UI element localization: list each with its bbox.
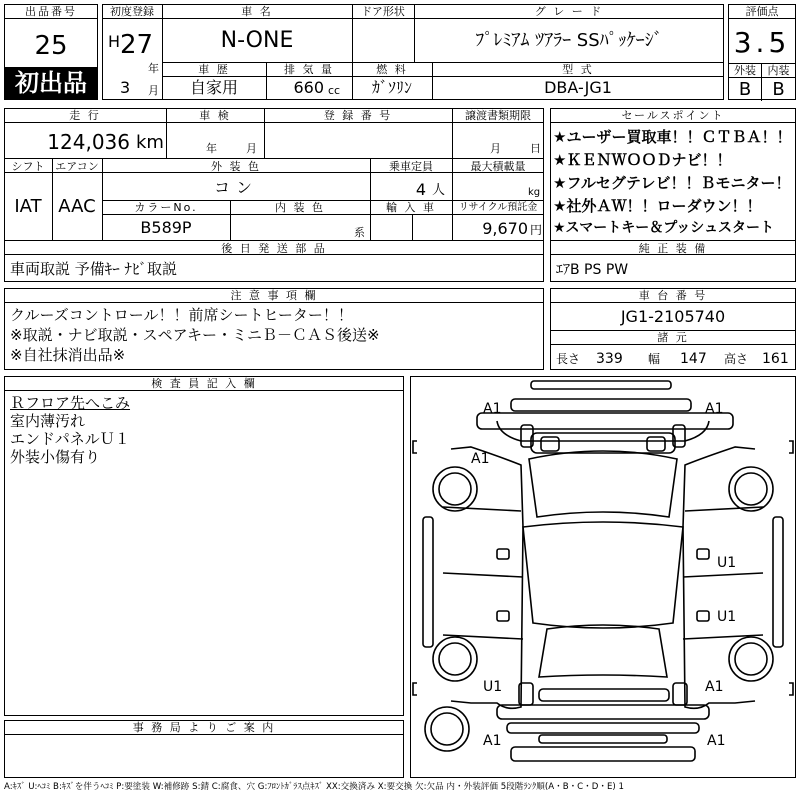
score-box [728,4,796,100]
inspector-line-1: Ｒフロア先へこみ [10,394,131,412]
reg-month-unit: 月 [148,84,159,97]
lot-number: 25 [34,31,68,61]
sales-points-label: セールスポイント [551,109,795,123]
exterior-color-value: コン [213,178,258,197]
reg-month: 3 [120,78,131,97]
note-line-1: クルーズコントロール！！前席シートヒーター！！ [10,306,353,324]
interior-grade: B [772,79,785,100]
damage-mark: A1 [471,451,490,467]
reg-year: 27 [120,30,154,60]
damage-mark: U1 [717,555,737,571]
reg-number-label: 登 録 番 号 [323,109,393,122]
standard-equipment-value: ｴｱB PS PW [556,262,629,278]
car-name-label: 車 名 [241,5,273,18]
damage-mark: A1 [483,401,502,417]
sales-point-4: ★社外ＡＷ！！ローダウン！！ [553,197,762,215]
dimensions-label: 諸 元 [657,331,689,344]
standard-equipment-label: 純 正 装 備 [638,242,708,255]
fuel-value: ｶﾞｿﾘﾝ [371,78,412,97]
ac-value: AAC [58,196,96,217]
history-label: 車 歴 [198,63,230,76]
transfer-deadline-label: 譲渡書類期限 [465,109,531,122]
exterior-grade: B [738,79,752,100]
car-diagram [411,377,795,777]
car-name: N-ONE [220,28,294,53]
color-number-value: B589P [140,218,192,237]
length-label: 長さ [556,352,581,366]
import-label: 輸 入 車 [386,201,436,214]
model-value: DBA-JG1 [544,78,612,97]
inspector-line-2: 室内薄汚れ [10,412,86,430]
mileage-value: 124,036 [47,130,130,154]
fuel-label: 燃 料 [376,63,408,76]
mileage-unit: km [136,132,164,153]
reg-label: 初度登録 [110,5,154,18]
damage-mark: A1 [483,733,502,749]
door-label: ドア形状 [361,5,405,18]
office-label: 事 務 局 よ り ご 案 内 [5,721,403,735]
width-label: 幅 [648,352,661,366]
color-number-label: カラーNo. [134,201,198,214]
exterior-color-label: 外 装 色 [211,160,261,173]
damage-mark: A1 [707,733,726,749]
displacement-unit: cc [328,84,341,97]
interior-color-label: 内 装 色 [275,201,325,214]
chassis-number: JG1-2105740 [620,307,726,326]
sales-point-5: ★スマートキー＆プッシュスタート [553,220,775,236]
capacity-value: 4 [415,180,426,199]
transfer-month-unit: 月 [490,142,501,155]
shift-label: シフト [11,160,45,173]
chassis-label: 車 台 番 号 [551,289,795,303]
recycle-value: 9,670 [482,219,528,238]
max-load-unit: kg [528,187,541,198]
inspection-label: 車 検 [199,109,231,122]
inspector-line-3: エンドパネルＵ１ [10,430,130,448]
interior-label: 内装 [767,64,790,77]
exterior-label: 外装 [734,64,756,77]
later-parts-label: 後 日 発 送 部 品 [221,242,327,255]
recycle-unit: 円 [530,223,543,237]
score-value: 3.5 [733,26,791,59]
damage-mark: A1 [705,679,724,695]
max-load-label: 最大積載量 [470,160,526,173]
height-label: 高さ [724,352,749,366]
capacity-label: 乗車定員 [389,160,433,173]
damage-mark: U1 [717,609,737,625]
legend-text: A:ｷｽﾞ U:ﾍｺﾐ B:ｷｽﾞを伴うﾍｺﾐ P:要塗装 W:補修跡 S:錆 C:腐食、穴 G:ﾌﾛﾝﾄｶﾞﾗｽ点ｷｽﾞ XX:交換済み X:要交換 欠:欠品 内・外装評価 5段階ﾗﾝｸ順(A・B・C・D・E) 1 [4,782,624,792]
recycle-label: リサイクル預託金 [458,202,538,213]
sales-point-1: ★ユーザー買取車！！ＣＴＢＡ！！ [553,128,792,146]
grade-label: グ レ ー ド [534,5,604,18]
length-value: 339 [596,351,623,367]
notes-label: 注 意 事 項 欄 [5,289,543,303]
displacement-label: 排 気 量 [284,63,334,76]
lot-label: 出品番号 [5,5,97,19]
shift-value: IAT [14,196,42,217]
car-diagram-box [410,376,796,778]
height-value: 161 [762,351,789,367]
sales-point-3: ★フルセグテレビ！！Ｂモニター！ [553,174,791,192]
width-value: 147 [680,351,707,367]
score-label: 評価点 [729,5,795,19]
reg-era: H [108,32,121,51]
damage-mark: U1 [483,679,503,695]
lot-box [4,4,98,100]
sales-point-2: ★ＫＥＮＷＯＯＤナビ！！ [553,151,732,169]
inspector-line-4: 外装小傷有り [10,448,101,466]
reg-year-unit: 年 [148,62,159,75]
note-line-2: ※取説・ナビ取説・スペアキー・ミニＢ－ＣＡＳ後送※ [10,326,380,344]
inspection-month-unit: 月 [246,142,257,155]
displacement-value: 660 [293,78,324,97]
later-parts-value: 車両取説 予備ｷｰ ﾅﾋﾞ取説 [10,260,178,278]
note-line-3: ※自社抹消出品※ [10,346,126,364]
mileage-label: 走 行 [69,109,101,122]
first-listing-badge: 初出品 [5,67,97,99]
damage-mark: A1 [705,401,724,417]
model-label: 型 式 [562,63,594,76]
ac-label: エアコン [55,160,99,173]
history-value: 自家用 [189,78,238,97]
interior-color-unit: 系 [354,226,365,239]
transfer-day-unit: 日 [530,142,541,155]
capacity-unit: 人 [432,183,446,198]
inspector-label: 検 査 員 記 入 欄 [5,377,403,391]
grade-value: ﾌﾟﾚﾐｱﾑ ﾂｱﾗｰ SSﾊﾟｯｹｰｼﾞ [475,30,663,51]
inspection-year-unit: 年 [206,142,217,155]
